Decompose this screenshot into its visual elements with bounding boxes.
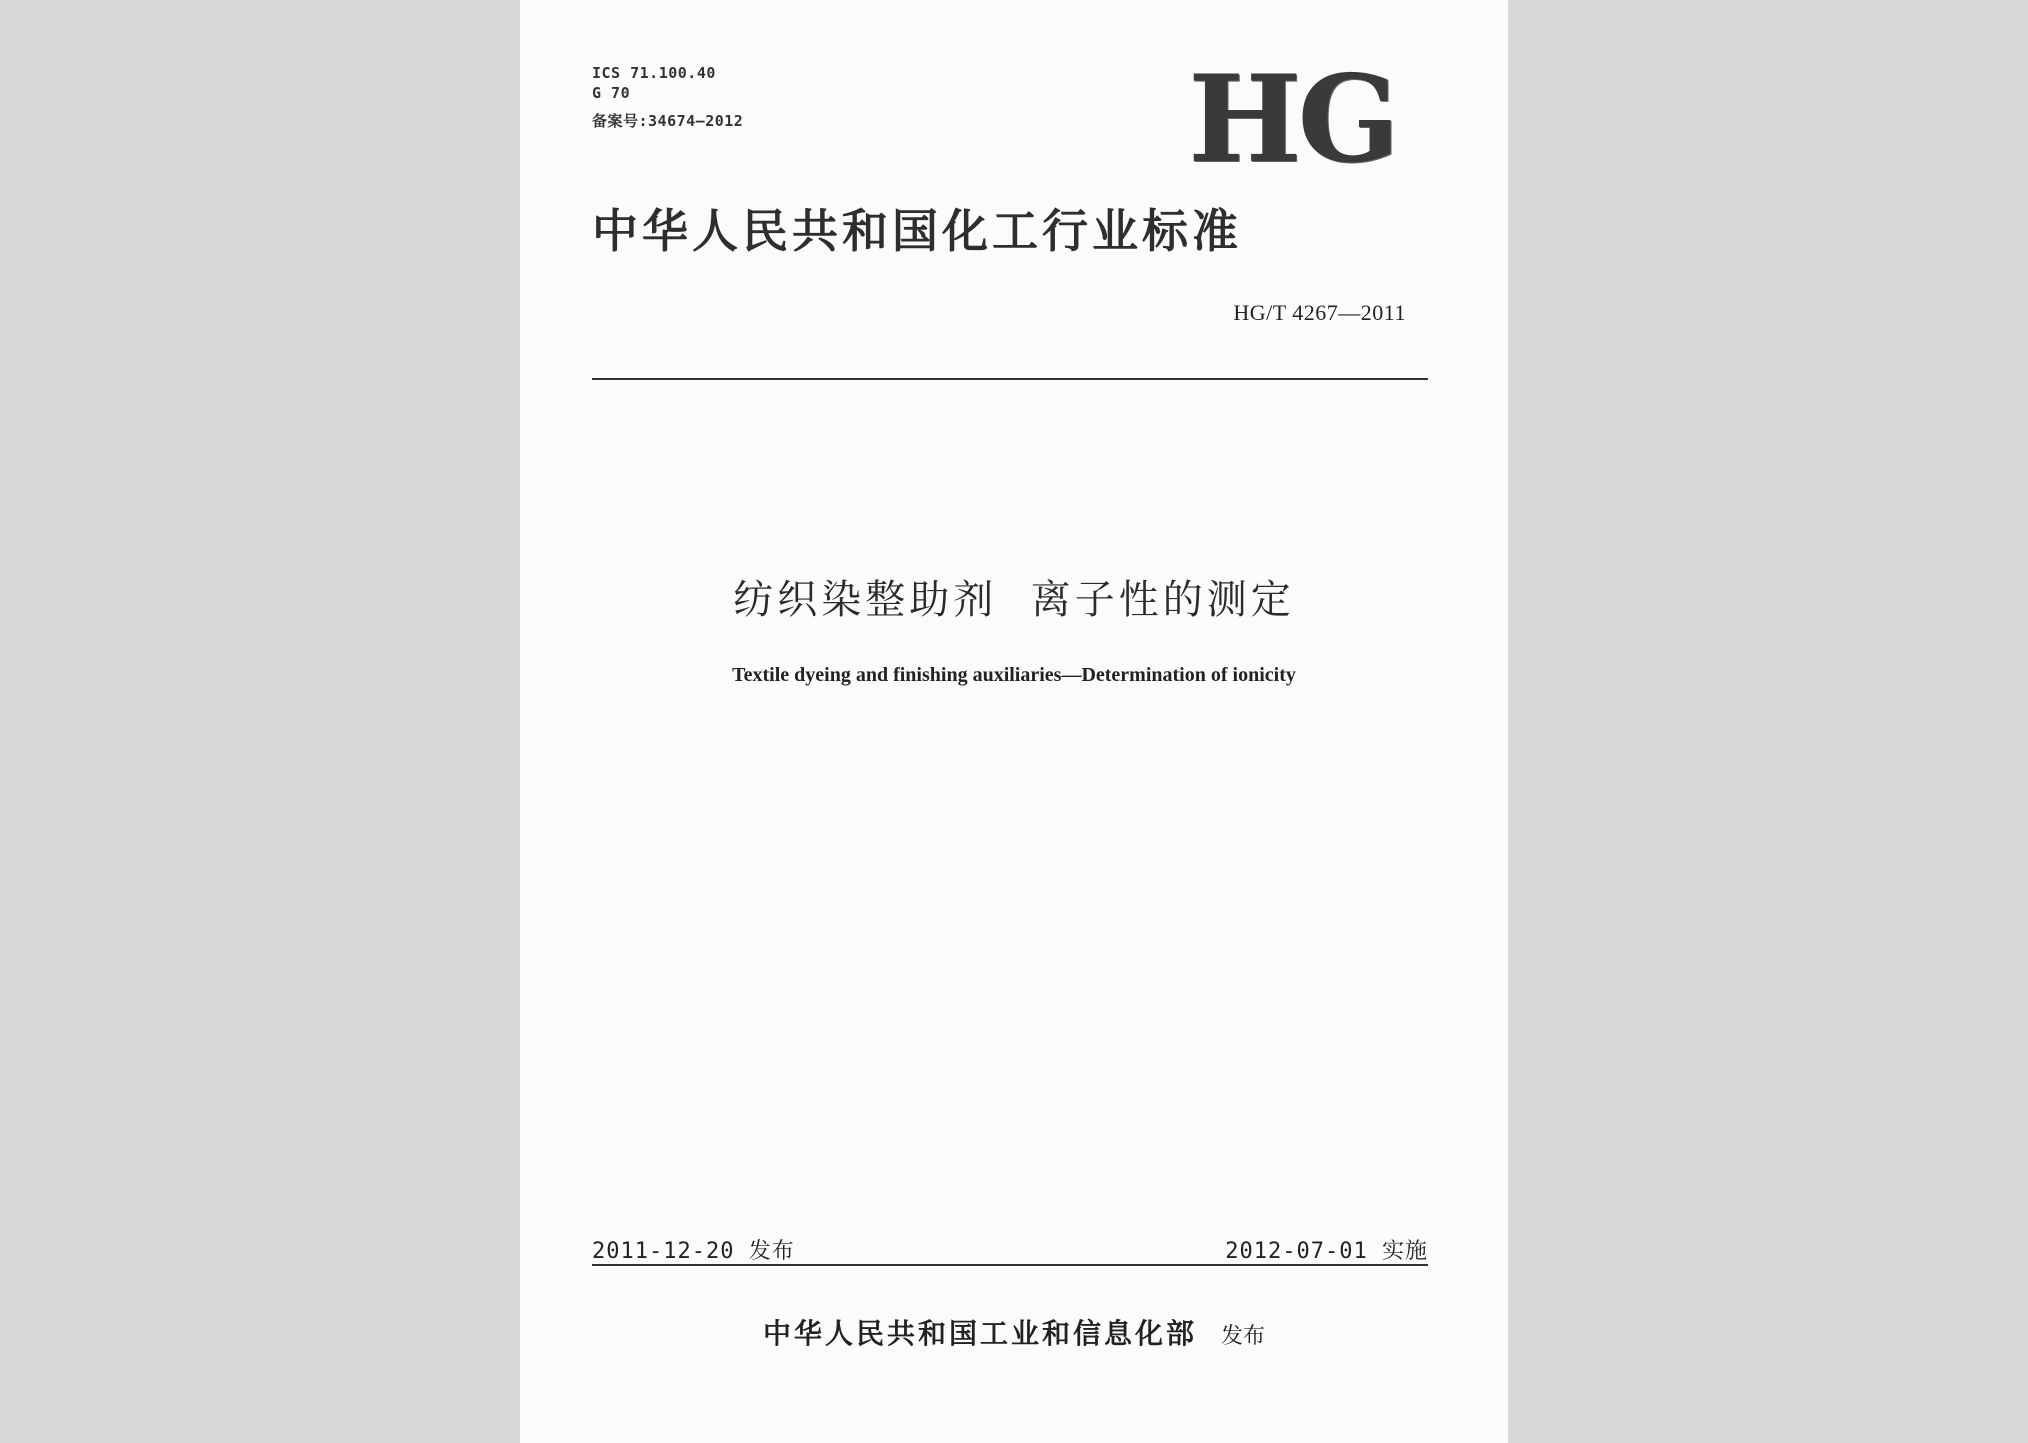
standard-type-title: 中华人民共和国化工行业标准	[592, 204, 1242, 258]
effective-date: 2012-07-01 实施	[1225, 1239, 1428, 1264]
publisher-line	[520, 1312, 1508, 1352]
ics-code: ICS 71.100.40	[592, 64, 716, 82]
document-page	[520, 0, 1508, 1443]
document-title-chinese: 纺织染整助剂 离子性的测定	[733, 577, 1295, 623]
header-divider	[592, 378, 1428, 380]
document-title-english: Textile dyeing and finishing auxiliaries—Determination of ionicity	[732, 664, 1296, 686]
publisher-action: 发布	[1221, 1324, 1266, 1349]
issue-date: 2011-12-20 发布	[592, 1239, 795, 1264]
standard-number: HG/T 4267—2011	[1233, 300, 1406, 325]
publisher-name: 中华人民共和国工业和信息化部	[762, 1317, 1197, 1350]
hg-logo: HG	[1188, 49, 1396, 190]
ccs-code: G 70	[592, 84, 631, 102]
record-number: 备案号:34674—2012	[592, 112, 744, 130]
footer-divider	[592, 1264, 1428, 1266]
